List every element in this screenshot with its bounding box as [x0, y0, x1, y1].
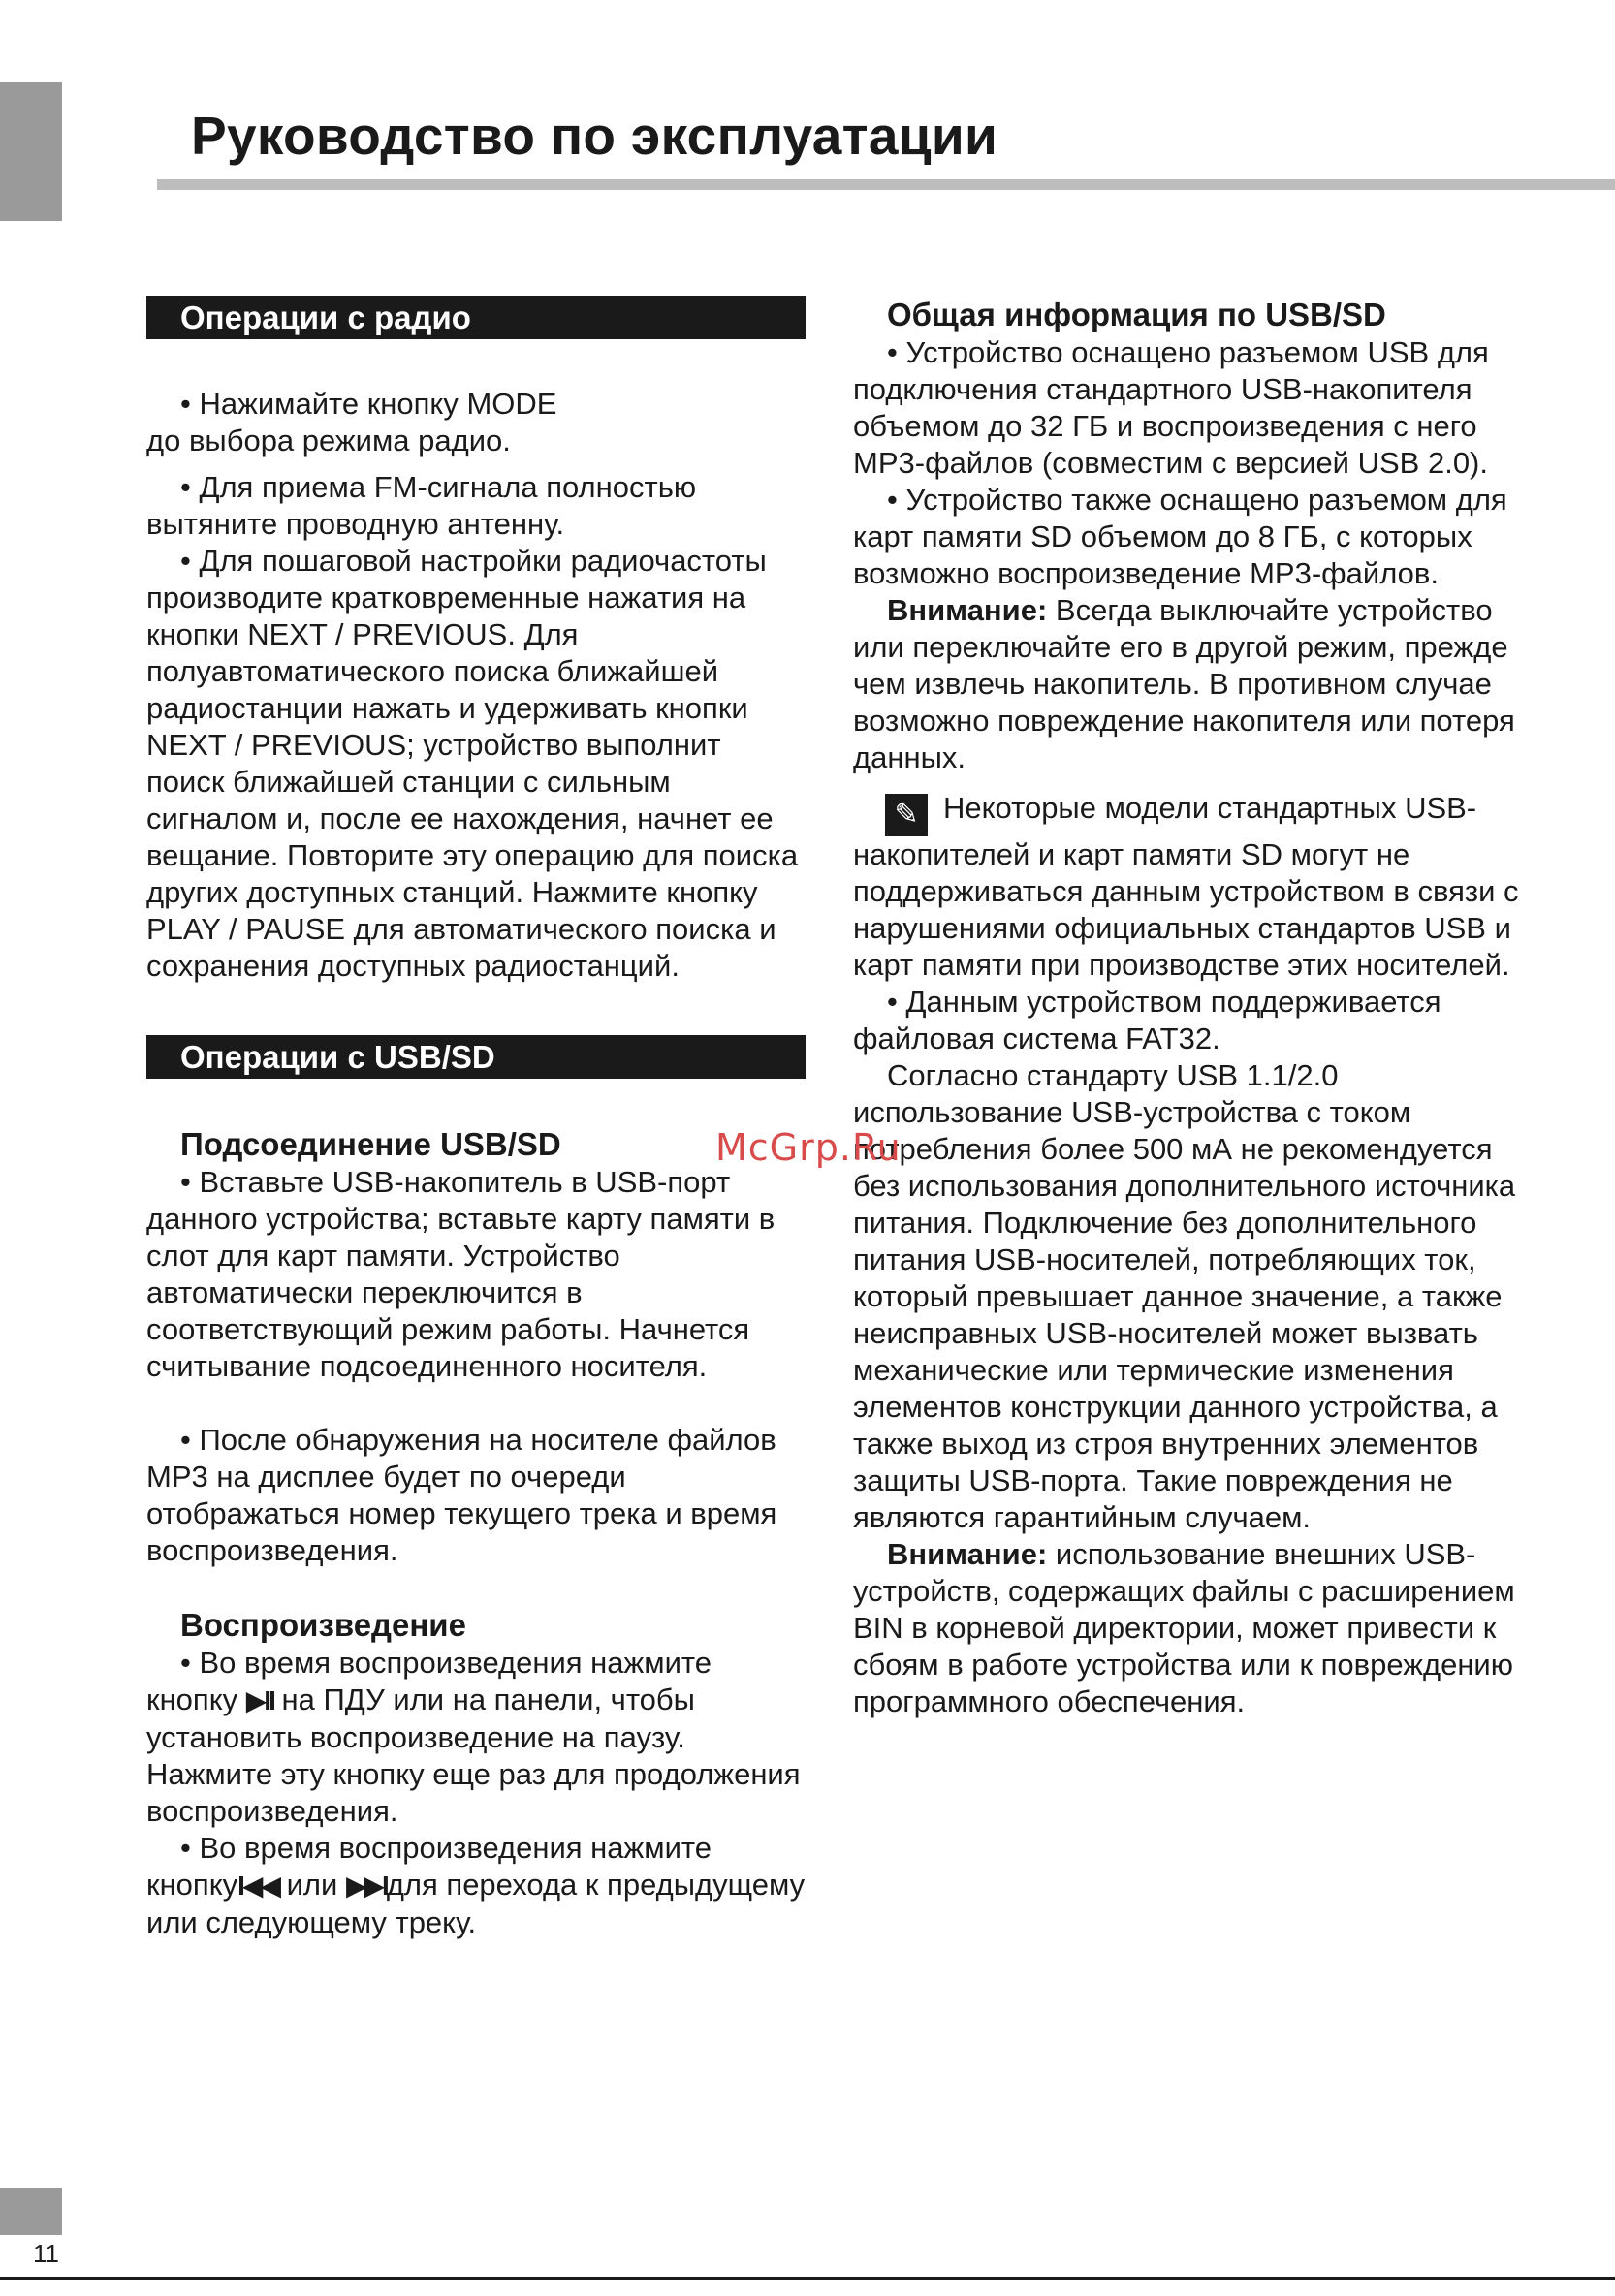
- playback-paragraph-pause: [146, 1645, 806, 1830]
- general-warning-removal: [853, 592, 1522, 776]
- general-paragraph-sd: • Устройство также оснащено разъемом для карт памяти SD объемом до 8 ГБ, с которых возможно воспроизведение MP3-файлов.: [853, 483, 1507, 590]
- playback-skip-text-mid: или: [286, 1868, 338, 1902]
- warning-label: Внимание:: [887, 593, 1048, 627]
- warning-text: использование внешних USB-устройств, содержащих файлы с расширением BIN в корневой директории, может привести к сбоям в работе устройства или к повреждению программного обеспечения.: [853, 1537, 1515, 1718]
- section-heading-radio: Операции с радио: [146, 296, 806, 339]
- connect-paragraph-display: • После обнаружения на носителе файлов MP3 на дисплее будет по очереди отображаться номер текущего трека и время воспроизведения.: [146, 1423, 777, 1567]
- side-tab-bottom: [0, 2188, 62, 2235]
- watermark: McGrp.Ru: [715, 1126, 902, 1169]
- note-pencil-icon: ✎: [885, 794, 928, 836]
- bottom-rule: [0, 2277, 1615, 2280]
- note-text: Некоторые модели стандартных USB-накопителей и карт памяти SD могут не поддерживаться данным устройством в связи с нарушениями официальных стандартов USB и карт памяти при производстве этих носителей.: [853, 791, 1519, 982]
- warning-text: Всегда выключайте устройство или переключайте его в другой режим, прежде чем извлечь накопитель. В противном случае возможно повреждение накопителя или потеря данных.: [853, 593, 1515, 774]
- general-paragraph-current: Согласно стандарту USB 1.1/2.0 использование USB-устройства с током потребления более 500 мА не рекомендуется без использования дополнительного источника питания. Подключение без дополнительного питания USB-носителей, потребляющих ток, который превышает данное значение, а также неисправных USB-носителей может вызвать механические или термические изменения элементов конструкции данного устройства, а также выход из строя внутренних элементов защиты USB-порта. Такие повреждения не являются гарантийным случаем.: [853, 1058, 1516, 1534]
- connect-paragraph-insert: • Вставьте USB-накопитель в USB-порт данного устройства; вставьте карту памяти в слот для карт памяти. Устройство автоматически переключится в соответствующий режим работы. Начнется считывание подсоединенного носителя.: [146, 1165, 776, 1383]
- left-column: [146, 296, 806, 1941]
- side-tab-top: [0, 82, 62, 221]
- playback-skip-text-b: для перехода к предыдущему или следующему треку.: [146, 1868, 806, 1939]
- general-paragraph-fat32: • Данным устройством поддерживается файловая система FAT32.: [853, 985, 1441, 1055]
- subheading-connect: Подсоединение USB/SD: [180, 1126, 561, 1162]
- playback-skip-text-a: • Во время воспроизведения нажмите кнопку: [146, 1831, 712, 1902]
- radio-paragraph-antenna: • Для приема FM-сигнала полностью вытяните проводную антенну.: [146, 470, 697, 541]
- next-track-icon: ▶▶I: [345, 1871, 387, 1901]
- playback-paragraph-skip: [146, 1830, 806, 1941]
- previous-track-icon: I◀◀: [238, 1871, 278, 1901]
- playback-pause-text-b: на ПДУ или на панели, чтобы установить воспроизведение на паузу. Нажмите эту кнопку еще раз для продолжения воспроизведения.: [146, 1683, 801, 1828]
- subheading-playback: Воспроизведение: [180, 1607, 466, 1643]
- subheading-general-usb-sd: Общая информация по USB/SD: [887, 297, 1386, 332]
- general-paragraph-usb: • Устройство оснащено разъемом USB для подключения стандартного USB-накопителя объемом до 32 ГБ и воспроизведения с него MP3-файлов (совместим с версией USB 2.0).: [853, 335, 1489, 480]
- page-title: Руководство по эксплуатации: [191, 106, 998, 166]
- radio-paragraph-mode: • Нажимайте кнопку MODE до выбора режима радио.: [146, 387, 557, 457]
- playback-pause-text-a: • Во время воспроизведения нажмите кнопку: [146, 1646, 712, 1716]
- header-rule: [157, 179, 1615, 190]
- right-column: [853, 296, 1522, 1720]
- section-heading-usb-sd: Операции с USB/SD: [146, 1035, 806, 1079]
- general-warning-bin: [853, 1536, 1522, 1720]
- warning-label: Внимание:: [887, 1537, 1048, 1571]
- general-note: [853, 790, 1522, 984]
- page-number: 11: [33, 2239, 59, 2268]
- radio-paragraph-tuning: • Для пошаговой настройки радиочастоты производите кратковременные нажатия на кнопки NEXT / PREVIOUS. Для полуавтоматического поиска ближайшей радиостанции нажать и удерживать кнопки NEXT / PREVIOUS; устройство выполнит поиск ближайшей станции с сильным сигналом и, после ее нахождения, начнет ее вещание. Повторите эту операцию для поиска других доступных станций. Нажмите кнопку PLAY / PAUSE для автоматического поиска и сохранения доступных радиостанций.: [146, 544, 799, 983]
- play-pause-icon: ▶II: [245, 1685, 273, 1715]
